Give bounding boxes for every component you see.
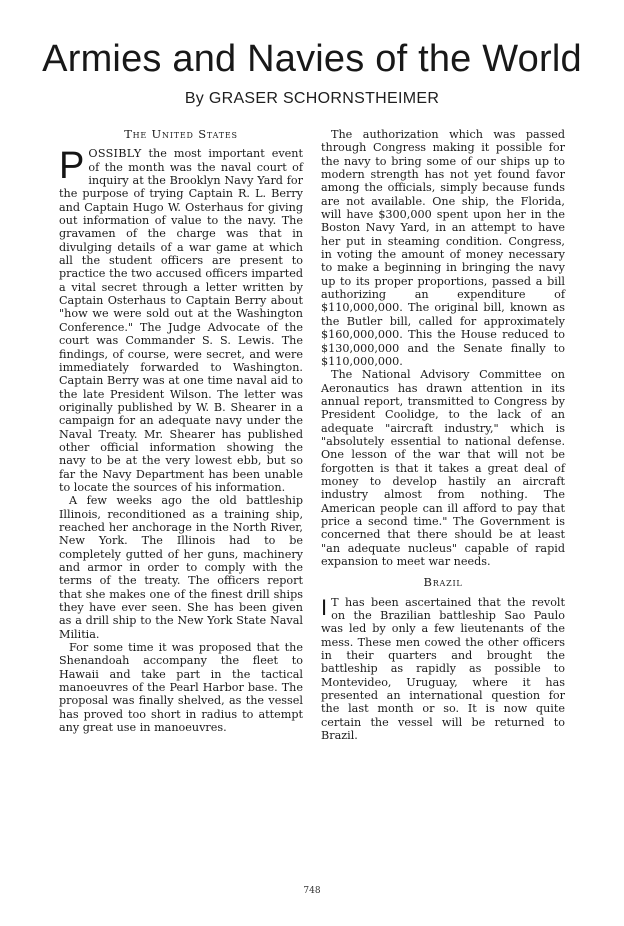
paragraph-text: the most important event of the month was the naval court of inquiry at the Brooklyn Navy Yard for the purpose of trying Captain R. L. Berry and Captain Hugo W. Osterhaus for giving out information of value to the navy. The gravamen of the charge was that in divulging details of a war game at which all the student officers are present to practice the two accused officers imparted a vital secret through a letter written by Captain Osterhaus to Captain Berry about "how we were sold out at the Washington Conference." The Judge Advocate of the court was Commander S. S. Lewis. The findings, of course, were secret, and were immediately forwarded to Washington. Captain Berry was at one time naval aid to the late President Wilson. The letter was originally published by W. B. Shearer in a campaign for an adequate navy under the Naval Treaty. Mr. Shearer has published other official information showing the navy to be at the very lowest ebb, but so far the Navy Department has been unable to locate the sources of his information. [59,147,303,494]
right-column [321,128,565,742]
article-title: Armies and Navies of the World [42,38,582,80]
paragraph: For some time it was proposed that the Shenandoah accompany the fleet to Hawaii and take part in the tactical manoeuvres of the Pearl Harbor base. The proposal was finally shelved, as the vessel has proved too short in radius to attempt any great use in manoeuvres. [59,641,303,735]
lead-caps: OSSIBLY [88,147,142,161]
drop-cap: I [321,594,328,620]
left-column [59,128,303,734]
section-heading-united-states: The United States [124,127,238,141]
paragraph: The authorization which was passed through Congress making it possible for the navy to bring some of our ships up to modern strength has not yet found favor among the officials, simply because funds are not available. One ship, the Florida, will have $300,000 spent upon her in the Boston Navy Yard, in an attempt to have her put in steaming condition. Congress, in voting the amount of money necessary to make a beginning in bringing the navy up to its proper proportions, passed a bill authorizing an expenditure of $110,000,000. The original bill, known as the Butler bill, called for approximately $160,000,000. This the House reduced to $130,000,000 and the Senate finally to $110,000,000. [321,128,565,368]
drop-cap: P [59,145,85,188]
paragraph: A few weeks ago the old battleship Illinois, reconditioned as a training ship, reached her anchorage in the North River, New York. The Illinois had to be completely gutted of her guns, machinery and armor in order to comply with the terms of the treaty. The officers report that she makes one of the finest drill ships they have ever seen. She has been given as a drill ship to the New York State Naval Militia. [59,494,303,641]
paragraph [59,147,303,494]
page-number: 748 [303,886,321,896]
paragraph: The National Advisory Committee on Aeronautics has drawn attention in its annual report, transmitted to Congress by President Coolidge, to the lack of an adequate "aircraft industry," which is "absolutely essential to national defense. One lesson of the war that will not be forgotten is that it takes a great deal of money to develop hastily an aircraft industry almost from nothing. The American people can ill afford to pay that price a second time." The Government is concerned that there should be at least "an adequate nucleus" capable of rapid expansion to meet war needs. [321,368,565,568]
paragraph [321,596,565,743]
paragraph-text: T has been ascertained that the revolt on the Brazilian battleship Sao Paulo was led by only a few lieutenants of the mess. These men cowed the other officers in their quarters and brought the battleship as rapidly as possible to Montevideo, Uruguay, where it has presented an international question for the last month or so. It is now quite certain the vessel will be returned to Brazil. [321,595,565,743]
section-heading-brazil: Brazil [423,575,463,590]
byline: By GRASER SCHORNSTHEIMER [184,90,440,107]
